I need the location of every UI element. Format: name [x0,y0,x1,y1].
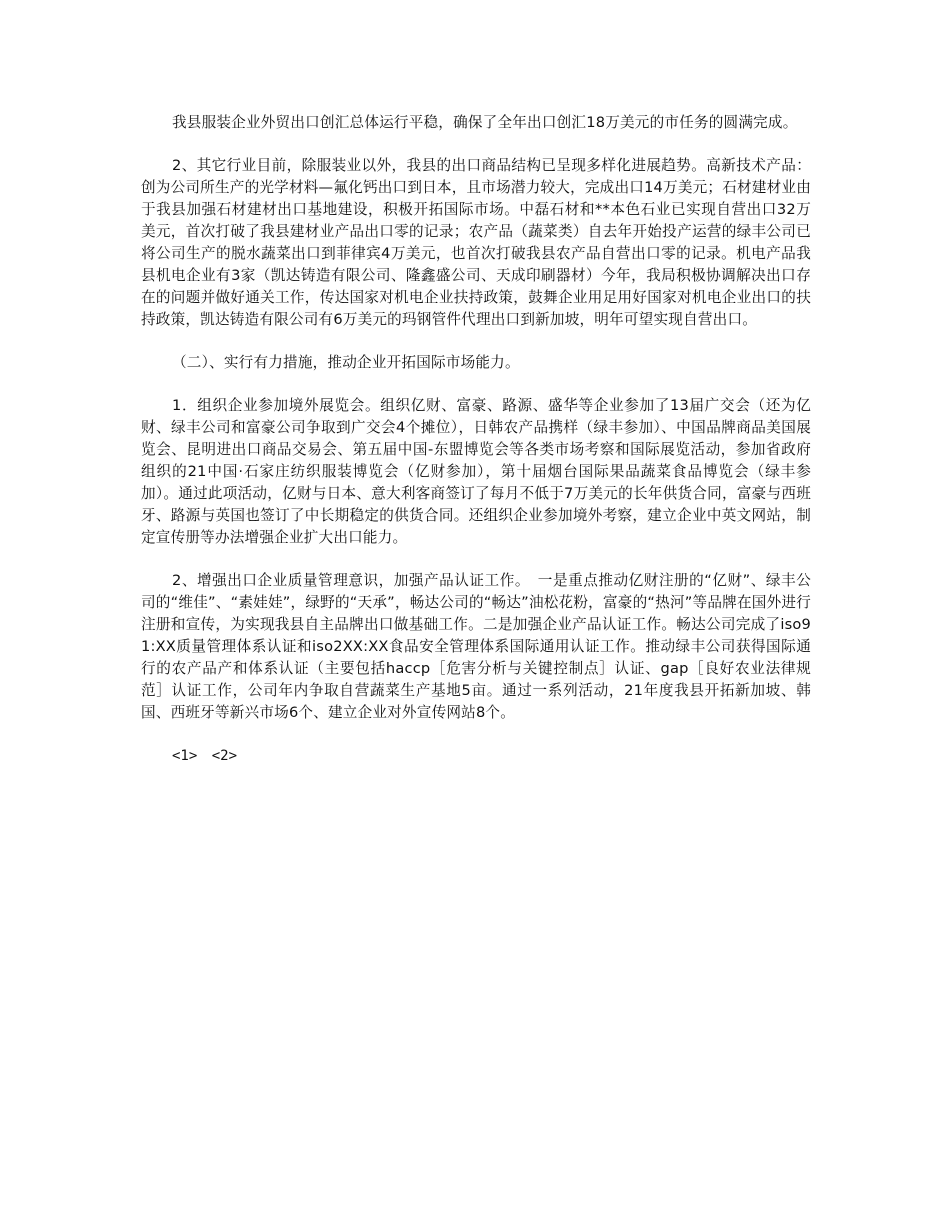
paragraph-exhibitions: 1．组织企业参加境外展览会。组织亿财、富豪、路源、盛华等企业参加了13届广交会（还为亿财、绿丰公司和富豪公司争取到广交会4个摊位），日韩农产品携样（绿丰参加）、中国品牌商品美国展览会、昆明进出口商品交易会、第五届中国-东盟博览会等各类市场考察和国际展览活动，参加省政府组织的21中国·石家庄纺织服装博览会（亿财参加），第十届烟台国际果品蔬菜食品博览会（绿丰参加）。通过此项活动，亿财与日本、意大利客商签订了每月不低于7万美元的长年供货合同，富豪与西班牙、路源与英国也签订了中长期稳定的供货合同。还组织企业参加境外考察，建立企业中英文网站，制定宣传册等办法增强企业扩大出口能力。 [141,397,811,546]
paragraph-quality-certification: 2、增强出口企业质量管理意识，加强产品认证工作。 一是重点推动亿财注册的“亿财”、绿丰公司的“维佳”、“素娃娃”，绿野的“天承”，畅达公司的“畅达”油松花粉，富豪的“热河”等品牌在国外进行注册和宣传，为实现我县自主品牌出口做基础工作。二是加强企业产品认证工作。畅达公司完成了iso91:XX质量管理体系认证和iso2XX:XX食品安全管理体系国际通用认证工作。推动绿丰公司获得国际通行的农产品产和体系认证（主要包括haccp［危害分析与关键控制点］认证、gap［良好农业法律规范］认证工作，公司年内争取自营蔬菜生产基地5亩。通过一系列活动，21年度我县开拓新加坡、韩国、西班牙等新兴市场6个、建立企业对外宣传网站8个。 [141,572,811,721]
pagination [141,745,811,767]
page-link-1[interactable]: <1> [172,748,198,764]
paragraph-other-industries: 2、其它行业目前，除服装业以外，我县的出口商品结构已呈现多样化进展趋势。高新技术产品：创为公司所生产的光学材料—氟化钙出口到日本，且市场潜力较大，完成出口14万美元；石材建材业由于我县加强石材建材出口基地建设，积极开拓国际市场。中磊石材和**本色石业已实现自营出口32万美元，首次打破了我县建材业产品出口零的记录；农产品（蔬菜类）自去年开始投产运营的绿丰公司已将公司生产的脱水蔬菜出口到菲律宾4万美元，也首次打破我县农产品自营出口零的记录。机电产品我县机电企业有3家（凯达铸造有限公司、隆鑫盛公司、天成印刷器材）今年，我局积极协调解决出口存在的问题并做好通关工作，传达国家对机电企业扶持政策，鼓舞企业用足用好国家对机电企业出口的扶持政策，凯达铸造有限公司有6万美元的玛钢管件代理出口到新加坡，明年可望实现自营出口。 [141,157,811,328]
document-body [141,112,811,767]
paragraph-garment-exports: 我县服装企业外贸出口创汇总体运行平稳，确保了全年出口创汇18万美元的市任务的圆满完成。 [172,114,798,131]
page-link-2[interactable]: <2> [211,748,238,764]
section-heading-measures: （二）、实行有力措施，推动企业开拓国际市场能力。 [172,354,520,371]
